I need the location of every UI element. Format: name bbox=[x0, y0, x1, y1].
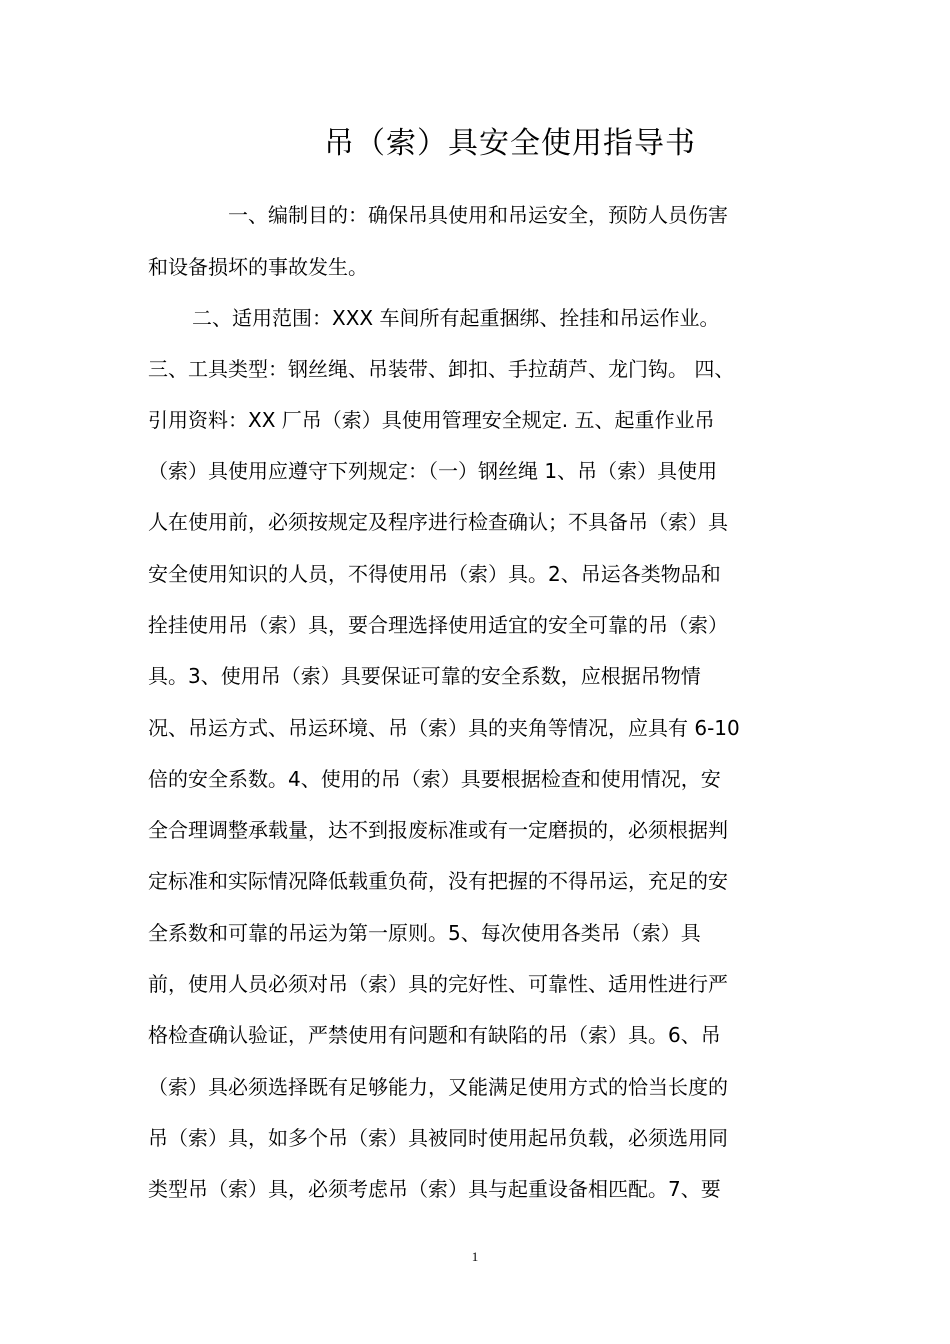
paragraph-line: 前，使用人员必须对吊（索）具的完好性、可靠性、适用性进行严 bbox=[148, 972, 728, 996]
paragraph-line: 一、编制目的：确保吊具使用和吊运安全，预防人员伤害 bbox=[228, 203, 728, 227]
paragraph-line: 安全使用知识的人员，不得使用吊（索）具。2、吊运各类物品和 bbox=[148, 562, 721, 586]
paragraph-line: 吊（索）具，如多个吊（索）具被同时使用起吊负载，必须选用同 bbox=[148, 1126, 728, 1150]
paragraph-line: 全合理调整承载量，达不到报废标准或有一定磨损的，必须根据判 bbox=[148, 818, 728, 842]
document-title: 吊（索）具安全使用指导书 bbox=[324, 126, 696, 161]
paragraph-line: （索）具必须选择既有足够能力，又能满足使用方式的恰当长度的 bbox=[148, 1075, 728, 1099]
page-number: 1 bbox=[471, 1249, 479, 1264]
paragraph-line: 格检查确认验证，严禁使用有问题和有缺陷的吊（索）具。6、吊 bbox=[148, 1023, 721, 1047]
paragraph-line: 和设备损坏的事故发生。 bbox=[148, 255, 368, 279]
paragraph-line: 况、吊运方式、吊运环境、吊（索）具的夹角等情况，应具有 6-10 bbox=[148, 716, 740, 740]
paragraph-line: 拴挂使用吊（索）具，要合理选择使用适宜的安全可靠的吊（索） bbox=[148, 613, 728, 637]
paragraph-line: 定标准和实际情况降低载重负荷，没有把握的不得吊运，充足的安 bbox=[148, 869, 728, 893]
paragraph-line: 倍的安全系数。4、使用的吊（索）具要根据检查和使用情况，安 bbox=[148, 767, 721, 791]
paragraph-line: 二、适用范围：XXX 车间所有起重捆绑、拴挂和吊运作业。 bbox=[192, 306, 720, 330]
paragraph-line: （索）具使用应遵守下列规定：（一）钢丝绳 1、吊（索）具使用 bbox=[148, 459, 718, 483]
paragraph-line: 类型吊（索）具，必须考虑吊（索）具与起重设备相匹配。7、要 bbox=[148, 1177, 721, 1201]
paragraph-line: 具。3、使用吊（索）具要保证可靠的安全系数，应根据吊物情 bbox=[148, 664, 701, 688]
paragraph-line: 人在使用前，必须按规定及程序进行检查确认；不具备吊（索）具 bbox=[148, 510, 728, 534]
paragraph-line: 全系数和可靠的吊运为第一原则。5、每次使用各类吊（索）具 bbox=[148, 921, 701, 945]
paragraph-line: 三、工具类型：钢丝绳、吊装带、卸扣、手拉葫芦、龙门钩。 四、 bbox=[148, 357, 735, 381]
paragraph-line: 引用资料：XX 厂吊（索）具使用管理安全规定. 五、起重作业吊 bbox=[148, 408, 715, 432]
